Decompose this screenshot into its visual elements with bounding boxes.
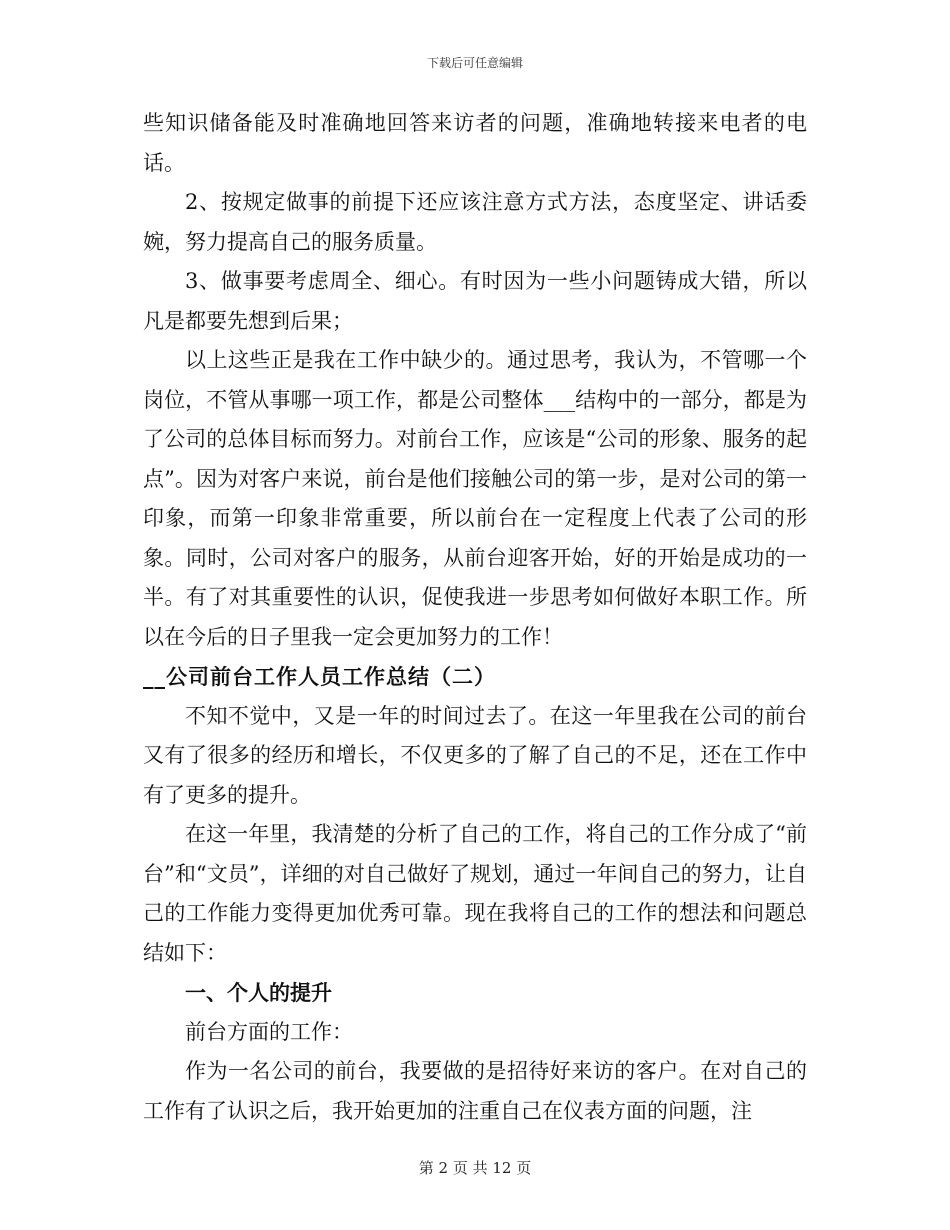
heading-personal-improvement: 一、个人的提升 bbox=[185, 980, 332, 1005]
paragraph-item-2: 2、按规定做事的前提下还应该注意方式方法，态度坚定、讲话委婉，努力提高自己的服务质量。 bbox=[143, 190, 807, 254]
paragraph-front-desk: 作为一名公司的前台，我要做的是招待好来访的客户。在对自己的工作有了认识之后，我开始更加的注重自己在仪表方面的问题，注 bbox=[143, 1059, 807, 1123]
paragraph-overview: 在这一年里，我清楚的分析了自己的工作，将自己的工作分成了“前台”和“文员”，详细的对自己做好了规划，通过一年间自己的努力，让自己的工作能力变得更加优秀可靠。现在我将自己的工作的想法和问题总结如下： bbox=[143, 822, 807, 965]
paragraph-continuation: 些知识储备能及时准确地回答来访者的问题，准确地转接来电者的电话。 bbox=[143, 111, 807, 175]
page-footer: 第 2 页 共 12 页 bbox=[418, 1159, 532, 1177]
paragraph-intro: 不知不觉中，又是一年的时间过去了。在这一年里我在公司的前台又有了很多的经历和增长，不仅更多的了解了自己的不足，还在工作中有了更多的提升。 bbox=[143, 703, 807, 807]
page-header: 下载后可任意编辑 bbox=[426, 56, 523, 70]
subheading-front-desk-work: 前台方面的工作： bbox=[185, 1019, 353, 1044]
document-body bbox=[143, 104, 807, 1131]
section-title: __公司前台工作人员工作总结（二） bbox=[143, 664, 496, 689]
paragraph-item-3: 3、做事要考虑周全、细心。有时因为一些小问题铸成大错，所以凡是都要先想到后果； bbox=[143, 269, 807, 333]
paragraph-conclusion: 以上这些正是我在工作中缺少的。通过思考，我认为，不管哪一个岗位，不管从事哪一项工作，都是公司整体___结构中的一部分，都是为了公司的总体目标而努力。对前台工作，应该是“公司的形象、服务的起点”。因为对客户来说，前台是他们接触公司的第一步，是对公司的第一印象，而第一印象非常重要，所以前台在一定程度上代表了公司的形象。同时，公司对客户的服务，从前台迎客开始，好的开始是成功的一半。有了对其重要性的认识，促使我进一步思考如何做好本职工作。所以在今后的日子里我一定会更加努力的工作！ bbox=[143, 348, 807, 649]
